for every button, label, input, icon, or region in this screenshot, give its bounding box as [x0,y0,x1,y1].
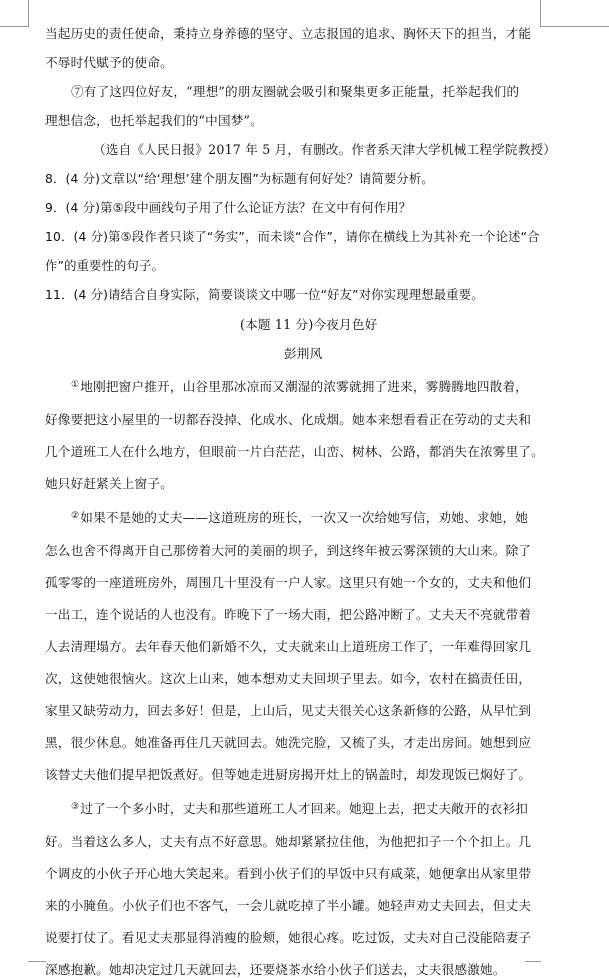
text-line [45,671,601,687]
text-line [45,229,601,245]
paragraph-number: ③ [71,802,80,812]
line-text: 好。当着这么多人，丈夫有点不好意思。她却紧紧拉住他，为他把扣子一个个扣上。几 [45,834,532,849]
text-line [45,703,601,719]
line-text: 黑，很少休息。她准备再住几天就回去。她洗完脸，又梳了头，才走出房间。她想到应 [45,735,532,750]
line-text: 说要打仗了。看见丈夫那显得消瘦的脸颊，她很心疼。吃过饭，丈夫对自己没能陪妻子 [45,930,532,945]
line-text: 个调皮的小伙子开心地大笑起来。看到小伙子们的早饭中只有咸菜，她便拿出从家里带 [45,866,532,881]
text-line [45,26,601,42]
text-line [45,639,601,655]
text-line [45,543,601,559]
line-text: 过了一个多小时，丈夫和那些道班工人才回来。她迎上去，把丈夫敞开的衣衫扣 [80,801,529,816]
text-line [45,113,601,129]
line-text: 该替丈夫他们提早把饭煮好。但等她走进厨房揭开灶上的锅盖时，却发现饭已焖好了。 [45,767,532,782]
text-line [45,767,601,783]
line-text: 来的小腌鱼。小伙子们也不客气，一会儿就吃掉了半小罐。她轻声劝丈夫回去，但丈夫 [45,898,532,913]
text-line [45,834,601,850]
text-line [45,200,601,216]
line-text: 10．(4 分)第⑤段作者只谈了“务实”，而未谈“合作”，请你在横线上为其补充一个论述“合 [45,230,540,244]
line-text: 9．(4 分)第⑤段中画线句子用了什么论证方法？在文中有何作用？ [45,201,412,215]
text-line [45,412,601,428]
line-text: 好像要把这小屋里的一切都吞没掉、化成水、化成烟。她本来想看看正在劳动的丈夫和 [45,412,532,427]
text-line [45,287,601,303]
line-text: 人去清理塌方。去年春天他们新婚不久，丈夫就来山上道班房工作了，一年难得回家几 [45,639,532,654]
line-text: 怎么也舍不得离开自己那傍着大河的美丽的坝子，到这终年被云雾深锁的大山来。除了 [45,543,532,558]
line-text: 11．(4 分)请结合自身实际，简要谈谈文中哪一位“好友”对你实现理想最重要。 [45,288,484,302]
text-line [71,510,601,526]
text-line [71,801,601,817]
text-line [45,55,601,71]
line-text: 作”的重要性的句子。 [45,259,165,273]
text-line [45,607,601,623]
line-text: 家里又缺劳动力，回去多好！但是，上山后，见丈夫很关心这条新修的公路，从早忙到 [45,703,532,718]
line-text: 一出工，连个说话的人也没有。昨晚下了一场大雨，把公路冲断了。丈夫天不亮就带着 [45,607,532,622]
line-text: 理想信念，也托举起我们的“中国梦”。 [45,113,263,128]
line-text: (本题 11 分)今夜月色好 [240,317,378,332]
paragraph-number: ② [71,511,80,521]
text-line [45,258,601,274]
line-text: （选自《人民日报》2017 年 5 月，有删改。作者系天津大学机械工程学院教授） [93,142,557,157]
line-text: ⑦有了这四位好友，“理想”的朋友圈就会吸引和聚集更多正能量，托举起我们的 [71,84,520,99]
line-text: 不辱时代赋予的使命。 [45,55,173,70]
text-line [45,575,601,591]
line-text: 几个道班工人在什么地方，但眼前一片白茫茫，山峦、树林、公路，都消失在浓雾里了。 [45,444,544,459]
text-line [45,476,601,492]
line-text: 次，这使她很恼火。这次上山来，她本想劝丈夫回坝子里去。如今，农村在搞责任田， [45,671,532,686]
text-line [71,379,601,395]
text-line [240,317,601,333]
line-text: 深感抱歉。她却决定过几天就回去，还要烧茶水给小伙子们送去，丈夫很感激她。 [45,962,506,977]
line-text: 地刚把窗户推开，山谷里那冰凉而又潮湿的浓雾就拥了进来，雾腾腾地四散着， [80,379,529,394]
text-line [45,171,601,187]
line-text: 彭荆风 [284,346,323,361]
paragraph-number: ① [71,380,80,390]
text-line [45,930,601,946]
line-text: 当起历史的责任使命，秉持立身养德的坚守、立志报国的追求、胸怀天下的担当，才能 [45,26,532,41]
text-line [284,346,601,362]
line-text: 如果不是她的丈夫——这道班房的班长，一次又一次给她写信，劝她、求她，她 [80,510,529,525]
text-line [71,84,601,100]
line-text: 孤零零的一座道班房外，周围几十里没有一户人家。这里只有她一个女的，丈夫和他们 [45,575,532,590]
text-line [45,898,601,914]
line-text: 她只好赶紧关上窗子。 [45,476,173,491]
text-line [45,444,601,460]
text-line [93,142,601,158]
text-line [45,735,601,751]
text-line [45,962,601,978]
line-text: 8．(4 分)文章以“给‘理想’建个朋友圈”为标题有何好处？请简要分析。 [45,172,434,186]
text-line [45,866,601,882]
